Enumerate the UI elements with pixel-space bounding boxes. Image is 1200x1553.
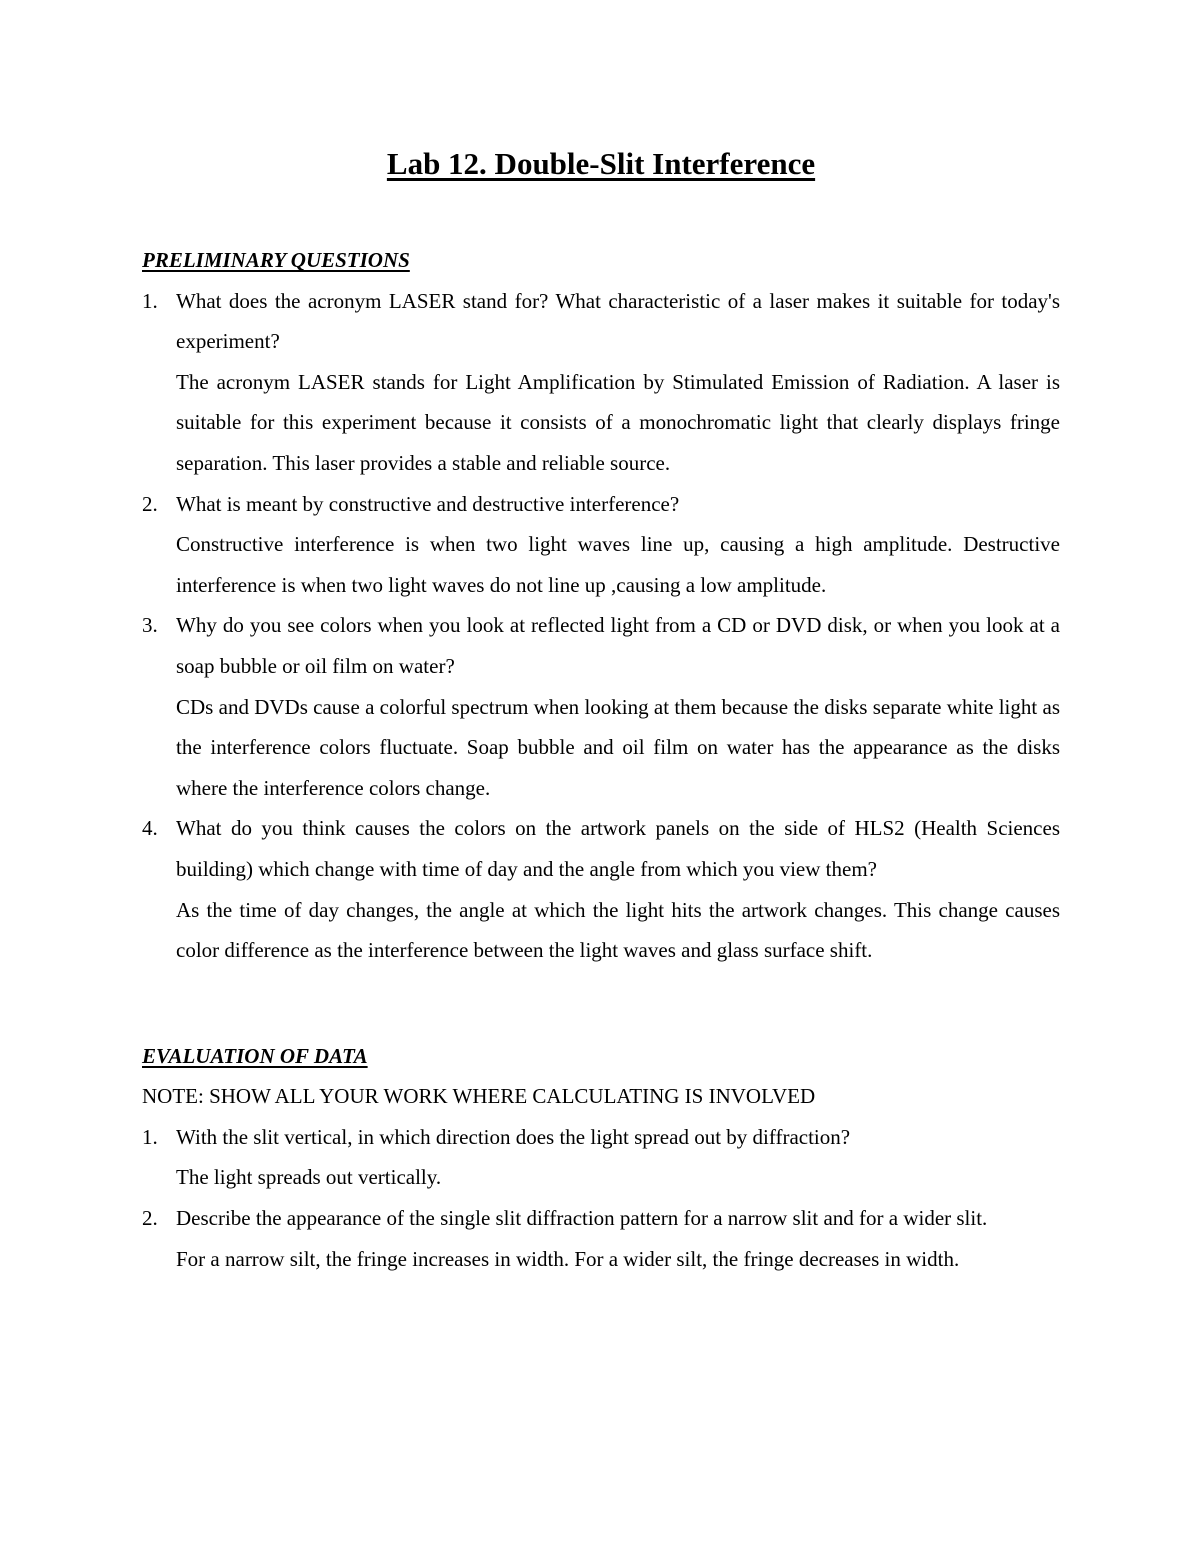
question-text: What is meant by constructive and destructive interference?	[176, 491, 680, 516]
list-item	[142, 1117, 1060, 1198]
question-text: Why do you see colors when you look at reflected light from a CD or DVD disk, or when you look at a soap bubble or oil film on water?	[176, 613, 1060, 678]
item-number: 3.	[142, 613, 158, 638]
list-item	[142, 1198, 1060, 1279]
page-title: Lab 12. Double-Slit Interference	[386, 146, 816, 181]
answer-text: As the time of day changes, the angle at which the light hits the artwork changes. This change causes color difference as the interference between the light waves and glass surface shift.	[176, 897, 1060, 963]
list-item	[142, 484, 1060, 606]
item-number: 1.	[142, 288, 158, 313]
evaluation-note: NOTE: SHOW ALL YOUR WORK WHERE CALCULATING IS INVOLVED	[142, 1084, 816, 1109]
question-text: What do you think causes the colors on the artwork panels on the side of HLS2 (Health Sciences building) which change with time of day and the angle from which you view them?	[176, 816, 1060, 881]
answer-text: For a narrow silt, the fringe increases in width. For a wider silt, the fringe decreases in width.	[176, 1246, 960, 1271]
answer-text: Constructive interference is when two light waves line up, causing a high amplitude. Destructive interference is when two light waves do not line up ,causing a low amplitude.	[176, 532, 1060, 597]
item-number: 4.	[142, 816, 158, 841]
list-item	[142, 281, 1060, 484]
answer-text: CDs and DVDs cause a colorful spectrum when looking at them because the disks separate white light as the interference colors fluctuate. Soap bubble and oil film on water has the appearance as the disks where the interference colors change.	[176, 694, 1060, 800]
question-text: With the slit vertical, in which direction does the light spread out by diffraction?	[176, 1124, 851, 1149]
question-text: Describe the appearance of the single slit diffraction pattern for a narrow slit and for a wider slit.	[176, 1206, 988, 1231]
list-item	[142, 808, 1060, 970]
answer-text: The acronym LASER stands for Light Amplification by Stimulated Emission of Radiation. A laser is suitable for this experiment because it consists of a monochromatic light that clearly displays fringe separation. This laser provides a stable and reliable source.	[176, 369, 1060, 475]
preliminary-list	[142, 281, 1060, 971]
preliminary-heading: PRELIMINARY QUESTIONS	[142, 248, 410, 272]
item-number: 1.	[142, 1124, 158, 1149]
evaluation-heading: EVALUATION OF DATA	[142, 1043, 368, 1068]
item-number: 2.	[142, 491, 158, 516]
list-item	[142, 605, 1060, 808]
evaluation-list	[142, 1117, 1060, 1279]
answer-text: The light spreads out vertically.	[176, 1165, 442, 1190]
question-text: What does the acronym LASER stand for? What characteristic of a laser makes it suitable for today's experiment?	[176, 288, 1060, 354]
item-number: 2.	[142, 1206, 158, 1231]
